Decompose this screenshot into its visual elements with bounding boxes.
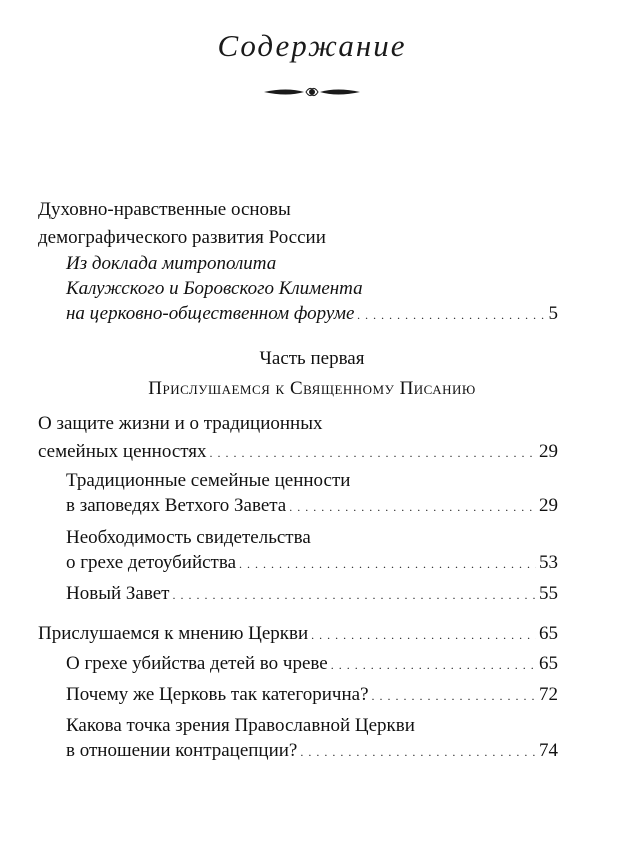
leader-dots	[357, 303, 545, 327]
page-number: 53	[539, 552, 558, 573]
chapter1-title-line2: семейных ценностях	[38, 441, 207, 462]
intro-subtitle-line3: на церковно-общественном форуме	[66, 303, 355, 324]
page-number: 74	[539, 740, 558, 761]
page-number: 29	[539, 495, 558, 516]
chapter1-title-line1: О защите жизни и о традиционных	[38, 413, 323, 434]
leader-dots	[172, 583, 536, 607]
leader-dots	[372, 684, 536, 708]
section-title-line2: в отношении контрацепции?	[66, 740, 298, 761]
toc-entry-section[interactable]	[66, 652, 558, 677]
toc-entry-section[interactable]	[66, 683, 558, 708]
toc-entry-chapter1[interactable]	[38, 440, 558, 465]
intro-title-line2: демографического развития России	[38, 227, 326, 248]
toc-entry-section[interactable]	[66, 739, 558, 764]
leader-dots	[300, 740, 536, 764]
toc-entry-intro[interactable]	[66, 302, 558, 327]
page-number: 5	[548, 303, 558, 324]
toc-entry-section[interactable]	[66, 551, 558, 576]
toc-entry-section[interactable]	[66, 494, 558, 519]
leader-dots	[311, 623, 536, 647]
section-title-line2: в заповедях Ветхого Завета	[66, 495, 287, 516]
part-label: Часть первая	[259, 348, 365, 369]
chapter2-title: Прислушаемся к мнению Церкви	[38, 623, 309, 644]
page-number: 65	[539, 653, 558, 674]
part-name: Прислушаемся к Священному Писанию	[148, 378, 476, 399]
page-number: 29	[539, 441, 558, 462]
leader-dots	[289, 495, 536, 519]
leader-dots	[331, 653, 536, 677]
section-title: О грехе убийства детей во чреве	[66, 653, 328, 674]
section-title: Новый Завет	[66, 583, 170, 604]
toc-entry-section[interactable]	[66, 582, 558, 607]
section-title-line1: Традиционные семейные ценности	[66, 470, 351, 491]
section-title-line2: о грехе детоубийства	[66, 552, 237, 573]
toc-entry-chapter2[interactable]	[38, 622, 558, 647]
intro-subtitle-line2: Калужского и Боровского Климента	[66, 278, 363, 299]
section-title-line1: Какова точка зрения Православной Церкви	[66, 715, 415, 736]
section-title: Почему же Церковь так категорична?	[66, 684, 369, 705]
leader-dots	[239, 552, 536, 576]
leader-dots	[210, 441, 536, 465]
page-number: 55	[539, 583, 558, 604]
intro-title-line1: Духовно-нравственные основы	[38, 199, 291, 220]
page-number: 72	[539, 684, 558, 705]
section-title-line1: Необходимость свидетельства	[66, 527, 311, 548]
intro-subtitle-line1: Из доклада митрополита	[66, 253, 277, 274]
ornament-flourish	[262, 84, 362, 100]
page-title: Содержание	[217, 28, 407, 63]
page-number: 65	[539, 623, 558, 644]
